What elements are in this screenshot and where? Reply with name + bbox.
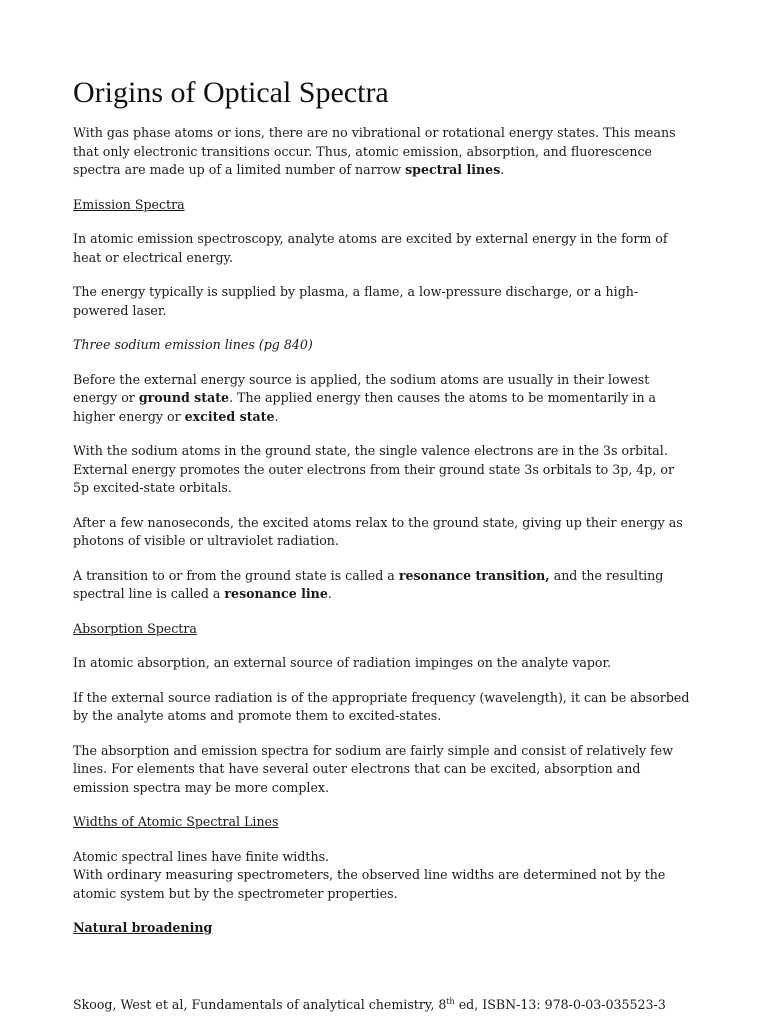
emission-p2: The energy typically is supplied by plasma, a flame, a low-pressure discharge, or a high-powered laser. xyxy=(73,284,639,318)
intro-paragraph xyxy=(73,124,693,180)
widths-heading-text: Widths of Atomic Spectral Lines xyxy=(73,814,279,829)
emission-p5: After a few nanoseconds, the excited atoms relax to the ground state, giving up their energy as photons of visible or ultraviolet radiation. xyxy=(73,514,683,548)
emission-p6-c: and the resulting spectral line is called a xyxy=(73,567,664,601)
page-title: Origins of Optical Spectra xyxy=(73,76,389,109)
emission-p3-a: Before the external energy source is applied, the sodium atoms are usually in their lowest energy or xyxy=(73,371,650,405)
citation-text: Skoog, West et al, Fundamentals of analytical chemistry, 8 xyxy=(73,997,447,1012)
ground-state-term: ground state xyxy=(138,390,230,405)
resonance-line-term: resonance line xyxy=(224,586,328,601)
document-body xyxy=(73,124,693,954)
natural-broadening-heading xyxy=(73,919,693,938)
resonance-transition-term: resonance transition, xyxy=(398,567,550,583)
intro-text: With gas phase atoms or ions, there are no vibrational or rotational energy states. This means that only electronic transitions occur. Thus, atomic emission, absorption, and fluorescence spectra are made up of a limited number of narrow xyxy=(73,125,676,177)
intro-bold-term: spectral lines xyxy=(405,162,501,177)
emission-p3 xyxy=(73,371,693,427)
excited-state-term: excited state xyxy=(184,408,275,424)
emission-heading xyxy=(73,196,693,215)
absorption-p2: If the external source radiation is of the appropriate frequency (wavelength), it can be absorbed by the analyte atoms and promote them to excited-states. xyxy=(73,689,690,723)
intro-text-end: . xyxy=(500,162,505,177)
emission-p1: In atomic emission spectroscopy, analyte atoms are excited by external energy in the form of heat or electrical energy. xyxy=(73,231,668,265)
emission-p6 xyxy=(73,567,693,604)
citation-superscript: th xyxy=(446,996,455,1006)
absorption-p3: The absorption and emission spectra for sodium are fairly simple and consist of relatively few lines. For elements that have several outer electrons that can be excited, absorption and emission spectra may be more complex. xyxy=(73,742,674,795)
emission-p3-c: . The applied energy then causes the atoms to be momentarily in a higher energy or xyxy=(73,390,657,424)
absorption-heading-text: Absorption Spectra xyxy=(73,620,197,636)
widths-line2: With ordinary measuring spectrometers, the observed line widths are determined not by the atomic system but by the spectrometer properties. xyxy=(73,867,666,901)
emission-p3-d: . xyxy=(274,408,279,424)
widths-paragraph xyxy=(73,848,693,904)
citation-isbn: ed, ISBN-13: 978-0-03-035523-3 xyxy=(454,997,666,1012)
absorption-p1: In atomic absorption, an external source of radiation impinges on the analyte vapor. xyxy=(73,655,612,670)
emission-p4: With the sodium atoms in the ground state, the single valence electrons are in the 3s orbital. External energy promotes the outer electrons from their ground state 3s orbitals to 3p, 4p, or 5p excited-state orbitals. xyxy=(73,443,674,495)
widths-heading xyxy=(73,813,693,832)
widths-line1: Atomic spectral lines have finite widths. xyxy=(73,848,330,864)
emission-italic-note: Three sodium emission lines (pg 840) xyxy=(73,337,313,352)
emission-p6-d: . xyxy=(327,586,332,601)
emission-p6-a: A transition to or from the ground state is called a xyxy=(73,567,399,583)
natural-broadening-heading-text: Natural broadening xyxy=(73,920,213,935)
emission-heading-text: Emission Spectra xyxy=(73,196,185,212)
absorption-heading xyxy=(73,620,693,639)
citation-footer xyxy=(73,996,666,1014)
